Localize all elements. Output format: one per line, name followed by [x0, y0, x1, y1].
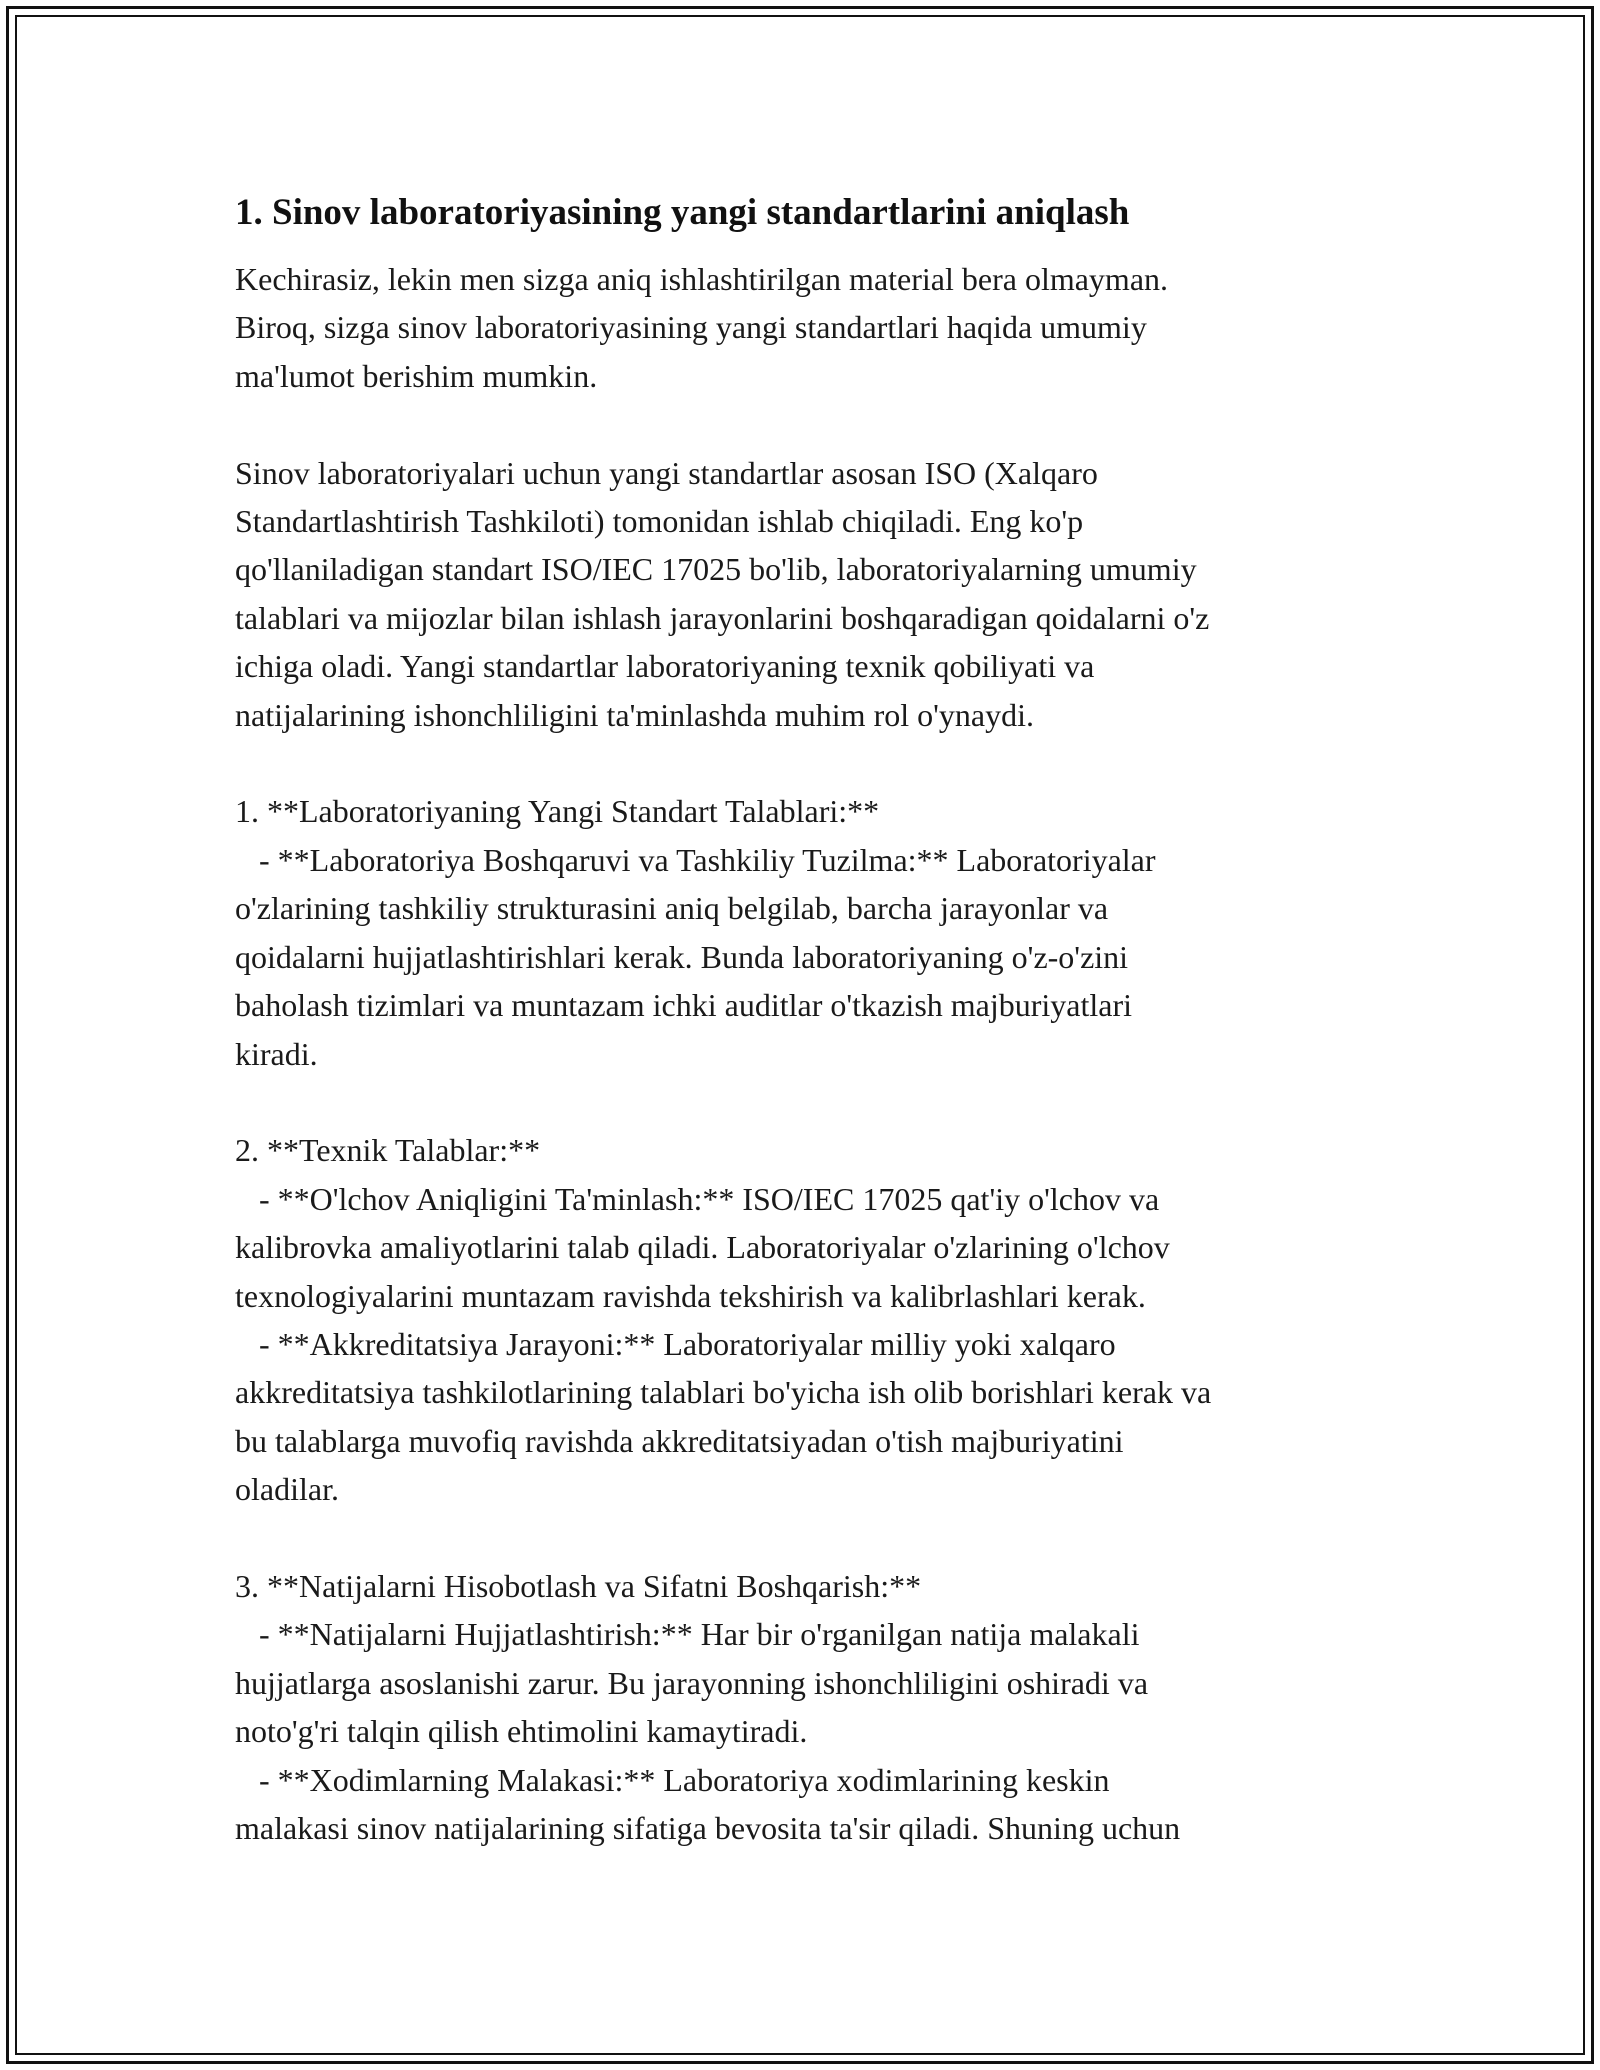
text-line: Standartlashtirish Tashkiloti) tomonidan ishlab chiqiladi. Eng ko'p [235, 503, 1084, 540]
document-content [235, 183, 1365, 1852]
text-line: talablari va mijozlar bilan ishlash jarayonlarini boshqaradigan qoidalarni o'z [235, 599, 1210, 636]
text-line: 1. **Laboratoriyaning Yangi Standart Talablari:** [235, 793, 880, 830]
document-title: 1. Sinov laboratoriyasining yangi standartlarini aniqlash [235, 192, 1130, 233]
text-line: - **Xodimlarning Malakasi:** Laboratoriya xodimlarining keskin [235, 1761, 1110, 1798]
text-line: ichiga oladi. Yangi standartlar laboratoriyaning texnik qobiliyati va [235, 648, 1095, 685]
text-line: o'zlarining tashkiliy strukturasini aniq belgilab, barcha jarayonlar va [235, 890, 1109, 927]
blank-line [235, 1078, 1365, 1126]
document-body [235, 255, 1365, 1852]
blank-line [235, 739, 1365, 787]
text-line: ma'lumot berishim mumkin. [235, 357, 598, 394]
text-line: qoidalarni hujjatlashtirishlari kerak. Bunda laboratoriyaning o'z-o'zini [235, 938, 1129, 975]
text-line: oladilar. [235, 1471, 339, 1508]
blank-line [235, 400, 1365, 448]
text-line: - **Laboratoriya Boshqaruvi va Tashkiliy Tuzilma:** Laboratoriyalar [235, 841, 1156, 878]
text-line: baholash tizimlari va muntazam ichki auditlar o'tkazish majburiyatlari [235, 987, 1133, 1024]
text-line: natijalarining ishonchliligini ta'minlashda muhim rol o'ynaydi. [235, 696, 1034, 733]
text-line: bu talablarga muvofiq ravishda akkreditatsiyadan o'tish majburiyatini [235, 1422, 1124, 1459]
text-line: malakasi sinov natijalarining sifatiga bevosita ta'sir qiladi. Shuning uchun [235, 1810, 1181, 1846]
text-line: Sinov laboratoriyalari uchun yangi standartlar asosan ISO (Xalqaro [235, 454, 1098, 491]
text-line: qo'llaniladigan standart ISO/IEC 17025 bo'lib, laboratoriyalarning umumiy [235, 551, 1197, 588]
text-line: akkreditatsiya tashkilotlarining talablari bo'yicha ish olib borishlari kerak va [235, 1374, 1212, 1411]
text-line: - **Akkreditatsiya Jarayoni:** Laboratoriyalar milliy yoki xalqaro [235, 1325, 1116, 1362]
text-line: texnologiyalarini muntazam ravishda tekshirish va kalibrlashlari kerak. [235, 1277, 1146, 1314]
text-line: kiradi. [235, 1035, 318, 1072]
text-line: noto'g'ri talqin qilish ehtimolini kamaytiradi. [235, 1713, 808, 1750]
text-line: Biroq, sizga sinov laboratoriyasining yangi standartlari haqida umumiy [235, 309, 1147, 346]
text-line: - **Natijalarni Hujjatlashtirish:** Har bir o'rganilgan natija malakali [235, 1616, 1140, 1653]
text-line: Kechirasiz, lekin men sizga aniq ishlashtirilgan material bera olmayman. [235, 261, 1169, 297]
blank-line [235, 1514, 1365, 1562]
text-line: hujjatlarga asoslanishi zarur. Bu jarayonning ishonchliligini oshiradi va [235, 1664, 1149, 1701]
text-line: 2. **Texnik Talablar:** [235, 1132, 541, 1169]
text-line: kalibrovka amaliyotlarini talab qiladi. Laboratoriyalar o'zlarining o'lchov [235, 1229, 1170, 1266]
text-line: 3. **Natijalarni Hisobotlash va Sifatni Boshqarish:** [235, 1567, 922, 1604]
text-line: - **O'lchov Aniqligini Ta'minlash:** ISO/IEC 17025 qat'iy o'lchov va [235, 1180, 1160, 1217]
